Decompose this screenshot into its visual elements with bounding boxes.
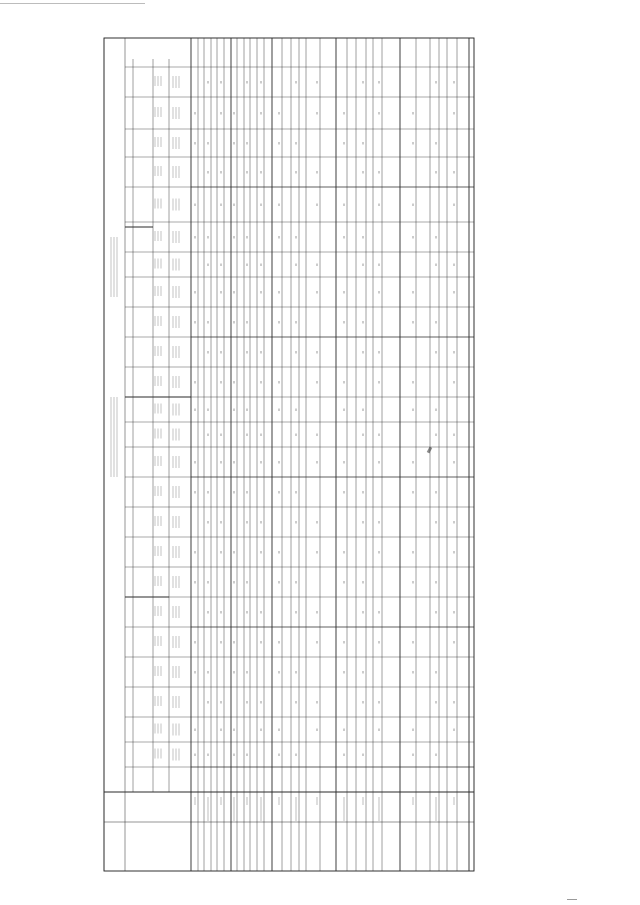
rotated-table-page (103, 37, 475, 872)
table-border (104, 38, 474, 871)
footer-rule (567, 899, 577, 900)
top-rule (0, 3, 145, 4)
report-table (103, 37, 475, 872)
